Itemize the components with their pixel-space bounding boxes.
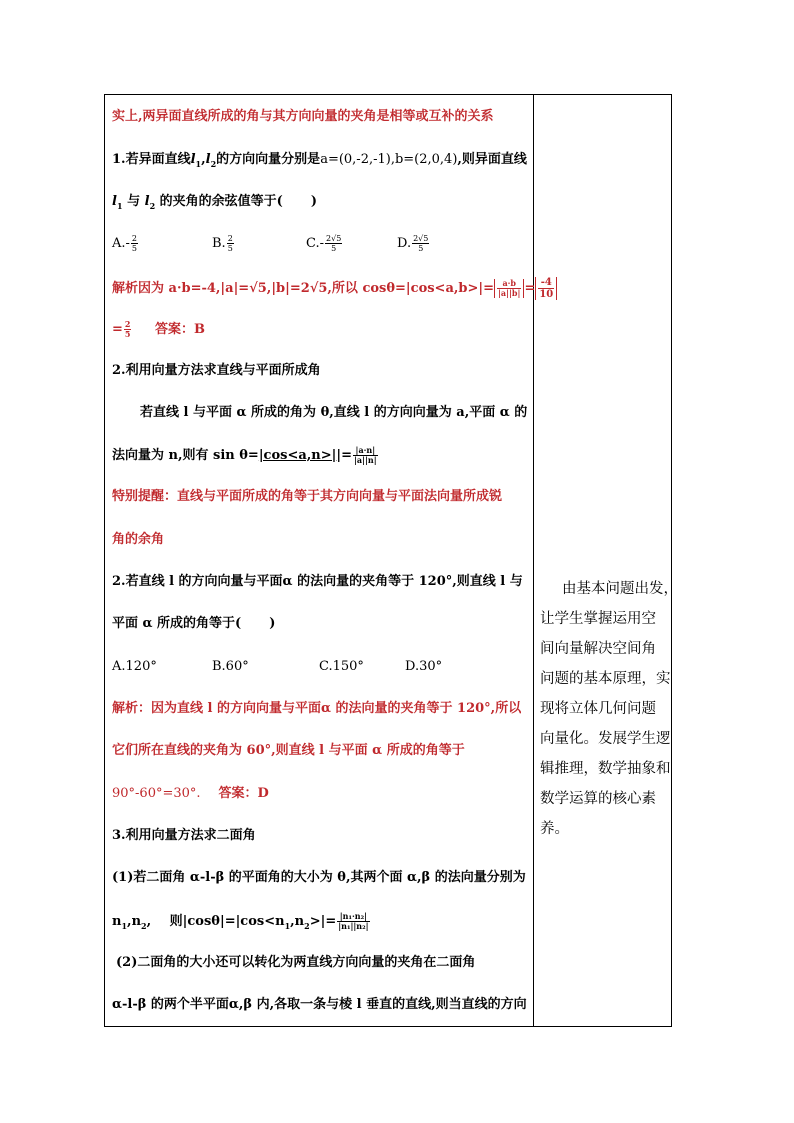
side-note-line-8: 数学运算的核心素 bbox=[540, 791, 656, 807]
solution-2-line-2: 它们所在直线的夹角为 60°,则直线 l 与平面 α 所成的角等于 bbox=[112, 743, 465, 758]
l2-var: l bbox=[205, 152, 211, 167]
question-1-line-2 bbox=[112, 193, 317, 215]
q1-mid: 的方向向量分别是 bbox=[216, 152, 321, 167]
section-3-heading: 3.利用向量方法求二面角 bbox=[112, 828, 256, 843]
solution-1-line-1: 解析因为 a·b=-4,|a|=√5,|b|=2√5,所以 cosθ=|cos<a,b>|= $\frac{a\cdot b}{|a||b|}$ = $\frac{-4}{10}$ bbox=[112, 277, 557, 300]
solution-2-line-3: 90°-60°=30°. 答案：D bbox=[112, 786, 269, 801]
q1-tail: ,则异面直线 bbox=[457, 152, 527, 167]
section-2-heading: 2.利用向量方法求直线与平面所成角 bbox=[112, 363, 321, 378]
and-word: 与 bbox=[127, 194, 141, 209]
option-c: C.- $\frac{2√5}{5}$ bbox=[306, 234, 342, 253]
section-3-text-3: (2)二面角的大小还可以转化为两直线方向向量的夹角在二面角 bbox=[116, 955, 476, 970]
section-2-text-2: 法向量为 n,则有 sin θ=|cos<a,n>||= $\frac{|a\cdot n|}{|a||n|}$ bbox=[112, 445, 377, 465]
section-2-text-1: 若直线 l 与平面 α 所成的角为 θ,直线 l 的方向向量为 a,平面 α 的 bbox=[140, 405, 528, 420]
q2-option-c: C.150° bbox=[319, 659, 364, 674]
question-1-line-1 bbox=[112, 151, 527, 173]
side-note-line-5: 现将立体几何问题 bbox=[540, 701, 656, 717]
text-line-1: 实上,两异面直线所成的角与其方向向量的夹角是相等或互补的关系 bbox=[112, 109, 494, 124]
solution-1-line-2: = $\frac{2}{5}$ 答案：B bbox=[112, 319, 206, 339]
section-3-text-4: α-l-β 的两个半平面α,β 内,各取一条与棱 l 垂直的直线,则当直线的方向 bbox=[112, 997, 527, 1012]
option-b: B. $\frac{2}{5}$ bbox=[212, 234, 233, 253]
q1-question: 的夹角的余弦值等于( bbox=[159, 194, 283, 209]
q1-intro: 1.若异面直线 bbox=[112, 152, 191, 167]
l1-var-b: l bbox=[112, 194, 117, 209]
side-note-line-9: 养。 bbox=[540, 821, 569, 837]
l1-var: l bbox=[190, 152, 196, 167]
side-note-line-3: 间向量解决空间角 bbox=[540, 641, 656, 657]
q2-option-b: B.60° bbox=[212, 659, 249, 674]
l2-sub-b: 2 bbox=[149, 201, 156, 211]
question-2-line-1: 2.若直线 l 的方向向量与平面α 的法向量的夹角等于 120°,则直线 l 与 bbox=[112, 574, 523, 589]
l2-sub: 2 bbox=[210, 159, 217, 169]
table-border bbox=[104, 94, 672, 1027]
answer-1: 答案：B bbox=[155, 322, 206, 337]
side-note-line-7: 辑推理，数学抽象和 bbox=[540, 761, 671, 777]
comma: , bbox=[201, 152, 206, 167]
q1-vectors: a=(0,-2,-1),b=(2,0,4) bbox=[320, 152, 458, 167]
answer-2: 答案：D bbox=[218, 786, 269, 801]
l2-var-b: l bbox=[144, 194, 150, 209]
l1-sub: 1 bbox=[195, 159, 202, 169]
column-divider bbox=[533, 94, 534, 1027]
side-note-line-4: 问题的基本原理，实 bbox=[540, 671, 671, 687]
l1-sub-b: 1 bbox=[116, 201, 123, 211]
solution-2-line-1: 解析：因为直线 l 的方向向量与平面α 的法向量的夹角等于 120°,所以 bbox=[112, 701, 522, 716]
side-note-line-2: 让学生掌握运用空 bbox=[540, 611, 656, 627]
q2-option-d: D.30° bbox=[405, 659, 443, 674]
close-paren: ) bbox=[310, 194, 317, 209]
side-note-line-6: 向量化。发展学生逻 bbox=[540, 731, 671, 747]
option-d: D. $\frac{2√5}{5}$ bbox=[397, 234, 429, 253]
q2-option-a: A.120° bbox=[112, 659, 157, 674]
question-2-line-2: 平面 α 所成的角等于( ) bbox=[112, 616, 276, 631]
section-3-text-1: (1)若二面角 α-l-β 的平面角的大小为 θ,其两个面 α,β 的法向量分别为 bbox=[112, 870, 526, 885]
tip-line-2: 角的余角 bbox=[112, 532, 165, 547]
side-note-line-1: 由基本问题出发， bbox=[562, 581, 678, 597]
section-3-text-2: $n_1,n_2$, 则$|\cos\theta|=|\cos<n_1,n_2>|=$ $\frac{\text{|n₁·n₂|}}{\text{|n₁||n₂|}}$ bbox=[112, 911, 369, 931]
option-a: A.- $\frac{2}{5}$ bbox=[112, 234, 138, 253]
tip-line-1: 特别提醒：直线与平面所成的角等于其方向向量与平面法向量所成锐 bbox=[112, 489, 503, 504]
